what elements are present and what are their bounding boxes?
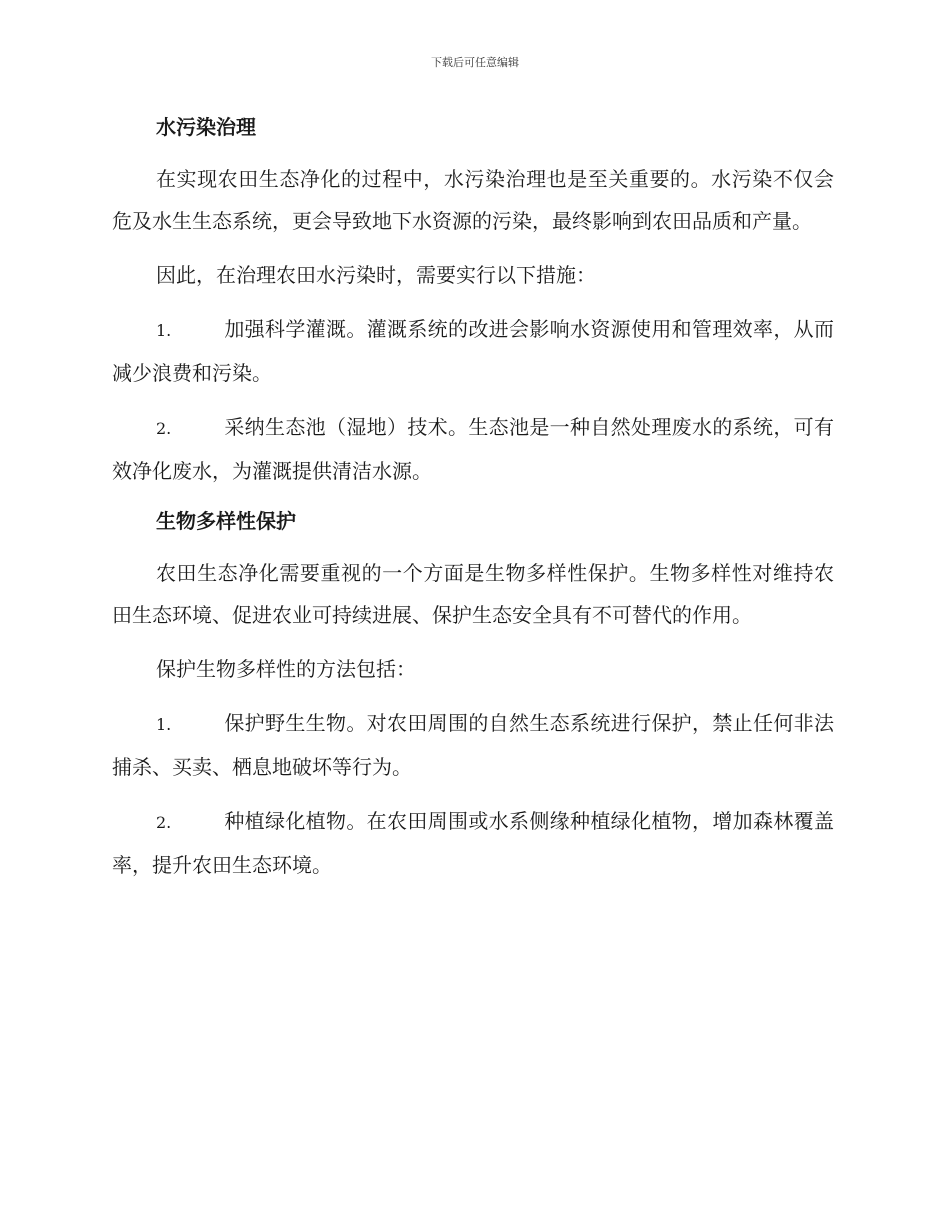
list-number: 1. <box>156 321 172 340</box>
list-number: 1. <box>156 715 172 734</box>
section-heading-biodiversity: 生物多样性保护 <box>156 509 296 533</box>
paragraph: 在实现农田生态净化的过程中，水污染治理也是至关重要的。水污染不仅会危及水生生态系统，更会导致地下水资源的污染，最终影响到农田品质和产量。 <box>112 167 834 233</box>
list-text: 采纳生态池（湿地）技术。生态池是一种自然处理废水的系统，可有效净化废水，为灌溉提供清洁水源。 <box>112 415 834 483</box>
document-body <box>112 110 834 898</box>
paragraph: 因此，在治理农田水污染时，需要实行以下措施： <box>156 263 596 287</box>
list-text: 加强科学灌溉。灌溉系统的改进会影响水资源使用和管理效率，从而减少浪费和污染。 <box>112 317 834 385</box>
paragraph: 保护生物多样性的方法包括： <box>156 657 416 681</box>
list-number: 2. <box>156 419 172 438</box>
list-item <box>112 308 834 394</box>
list-item <box>112 406 834 492</box>
section-heading-water-pollution: 水污染治理 <box>156 115 256 139</box>
paragraph: 农田生态净化需要重视的一个方面是生物多样性保护。生物多样性对维持农田生态环境、促进农业可持续进展、保护生态安全具有不可替代的作用。 <box>112 561 834 627</box>
header-note: 下载后可任意编辑 <box>431 56 519 69</box>
list-text: 种植绿化植物。在农田周围或水系侧缘种植绿化植物，增加森林覆盖率，提升农田生态环境。 <box>112 809 834 877</box>
list-number: 2. <box>156 813 172 832</box>
list-item <box>112 702 834 788</box>
list-item <box>112 800 834 886</box>
list-text: 保护野生生物。对农田周围的自然生态系统进行保护，禁止任何非法捕杀、买卖、栖息地破坏等行为。 <box>112 711 834 779</box>
